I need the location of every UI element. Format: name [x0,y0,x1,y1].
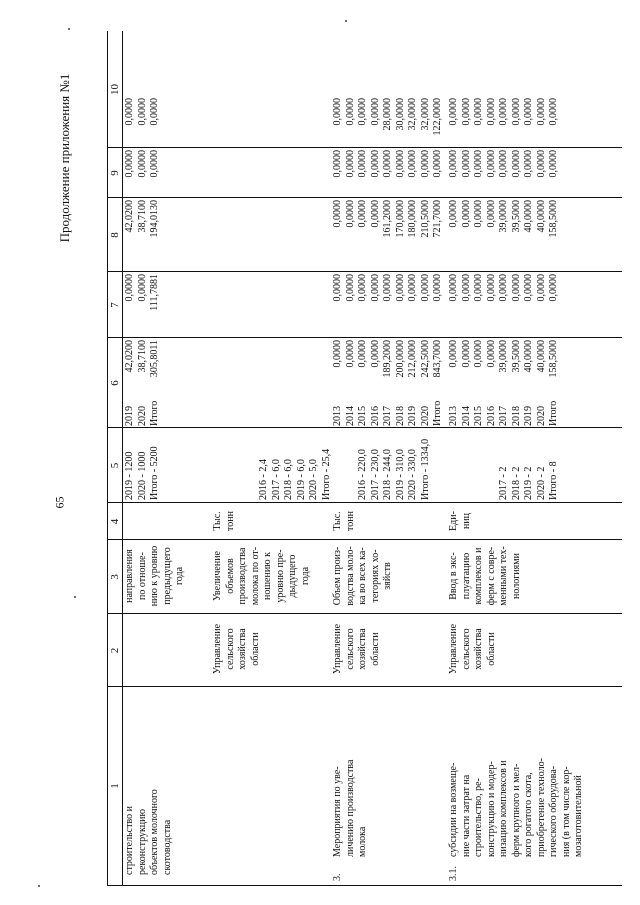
section-3-col2: Управление сельского хозяйства области [332,623,381,675]
section-3-1-col8: 0,0000 0,0000 0,0000 0,0000 39,0000 39,5000 40,0000 40,0000 158,5000 [448,200,559,238]
appendix-caption: Продолжение приложения №1 [57,73,72,243]
page-number: 65 [52,496,67,509]
section-3-col8: 0,0000 0,0000 0,0000 0,0000 161,2000 170,0000 180,0000 210,5000 721,7000 [332,200,443,238]
col-sep-7 [108,271,622,272]
table-rotator [107,31,622,886]
continuation-col10: 0,0000 0,0000 0,0000 [124,98,160,126]
section-3-1-col5: 2017 - 2 2018 - 2 2019 - 2 2020 - 2 Итого - 8 [498,461,559,500]
rotated-table-area [107,31,622,886]
col-sep-2 [108,613,622,614]
section-3-1-col7: 0,0000 0,0000 0,0000 0,0000 0,0000 0,0000 0,0000 0,0000 0,0000 [448,274,559,302]
column-number-5: 5 [109,462,121,469]
section-3-1-col10: 0,0000 0,0000 0,0000 0,0000 0,0000 0,0000 0,0000 0,0000 0,0000 [448,98,559,126]
section-3-1-col6-values: 0,0000 0,0000 0,0000 0,0000 39,0000 39,5000 40,0000 40,0000 158,5000 [448,340,559,378]
continuation-col8: 42,0200 38,7100 194,0130 [124,200,160,238]
section-3-col1: Мероприятия по уве- личению производства молока [332,759,368,857]
column-number-10: 10 [109,84,121,95]
section-3-1-col9: 0,0000 0,0000 0,0000 0,0000 0,0000 0,0000 0,0000 0,0000 0,0000 [448,150,559,178]
column-number-9: 9 [109,170,121,176]
section-3-col7: 0,0000 0,0000 0,0000 0,0000 0,0000 0,0000 0,0000 0,0000 0,0000 [332,274,443,302]
col-sep-3 [108,539,622,540]
section-3-1-col2: Управление сельского хозяйства области [448,623,497,675]
scan-speck [74,596,76,598]
continuation-col9: 0,0000 0,0000 0,0000 [124,150,160,178]
continuation-col3: направления по отноше- нию к уровню предыдущего года [124,545,185,607]
section-3-col9: 0,0000 0,0000 0,0000 0,0000 0,0000 0,0000 0,0000 0,0000 0,0000 [332,150,443,178]
continuation-col5-b: 2016 - 2,4 2017 - 6,0 2018 - 6,0 2019 - 6,0 2020 - 5,0 Итого - 25,4 [258,448,332,500]
continuation-col4-b: Тыс. тонн [212,511,236,531]
section-3-col6-values: 0,0000 0,0000 0,0000 0,0000 189,2000 200,0000 212,0000 242,5000 843,7000 [332,340,443,378]
column-number-2: 2 [109,647,121,654]
column-number-1: 1 [109,783,121,789]
col-sep-9 [108,147,622,148]
continuation-col2-b: Управление сельского хозяйства области [212,623,261,675]
section-3-col5: 2016 - 220,0 2017 - 230,0 2018 - 244,0 2019 - 310,0 2020 - 330,0 Итого - 1334,0 [357,438,431,500]
col-sep-4 [108,502,622,503]
continuation-col3-b: Увеличение объемов производства молока по от- ношению к уровню пре- дыдущего года [212,546,311,606]
column-number-6: 6 [109,380,121,386]
col-sep-5 [108,427,622,428]
section-3-1-number: 3.1. [448,866,459,881]
scan-speck [68,28,70,30]
section-3-1-col6-years: 2013 2014 2015 2016 2017 2018 2019 2020 Итого [448,400,559,426]
continuation-col1: строительство и реконструкцию объектов молочного скотоводства [124,789,173,875]
column-number-3: 3 [109,574,121,580]
column-number-7: 7 [109,302,121,308]
continuation-col7: 0,0000 0,0000 111,7881 [124,274,160,311]
scan-speck [38,885,40,887]
continuation-col6-values: 42,0200 38,7100 305,8011 [124,340,160,378]
section-3-col6-years: 2013 2014 2015 2016 2017 2018 2019 2020 Итого [332,400,443,426]
column-number-4: 4 [109,518,121,525]
scan-speck [345,20,347,22]
section-3-col3: Объем произ- водства моло- ка во всех ка- тегориях хо- зяйств [332,546,393,606]
data-table [107,31,622,886]
section-3-col10: 0,0000 0,0000 0,0000 0,0000 28,0000 30,0000 32,0000 32,0000 122,0000 [332,98,443,136]
section-3-1-col3: Ввод в экс- плуатацию комплексов и ферм с совре- менными тех- нологиями [448,546,522,606]
section-3-1-col1: субсидии на возмеще- ние части затрат на строительство, ре- конструкцию и модер- низацию комплексов и ферм крупного и мел- кого рогатого скота, приобретение техноло- гического оборудова- ния (в том числе кор- мозаготовительной [448,758,584,857]
column-number-8: 8 [109,232,121,238]
col-sep-8 [108,197,622,198]
col-sep-6 [108,337,622,338]
section-3-number: 3. [332,873,343,881]
section-3-1-col4: Еди- ниц [448,511,472,531]
header-bottom-line [122,31,123,885]
section-3-col4: Тыс. тонн [332,511,356,531]
continuation-col5: 2019 - 1200 2020 - 1000 Итого - 5200 [124,446,160,500]
continuation-col6-years: 2019 2020 Итого [124,400,160,426]
col-sep-1 [108,686,622,687]
